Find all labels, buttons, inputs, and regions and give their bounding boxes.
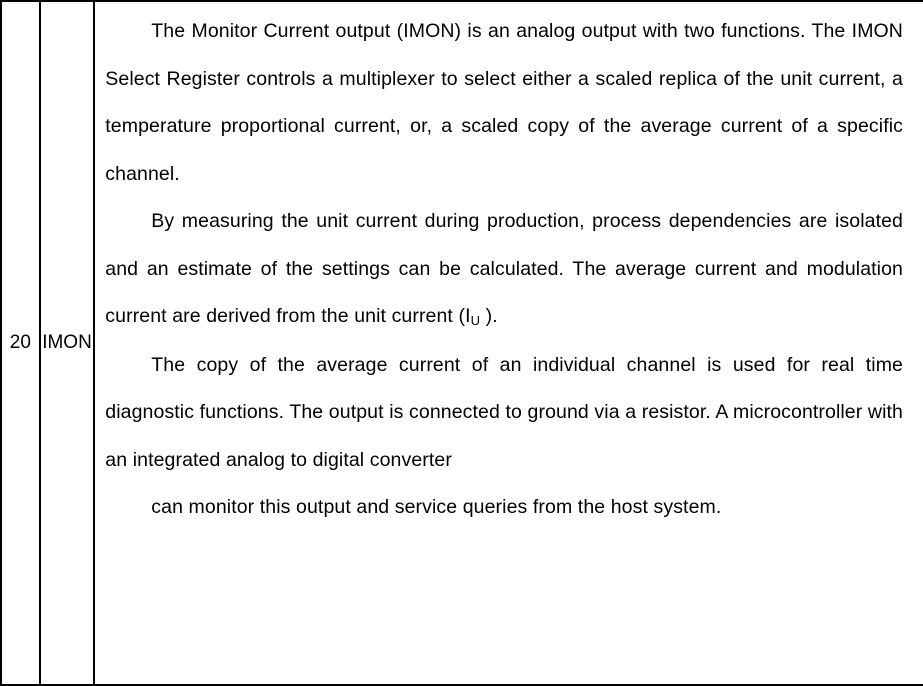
pin-name-cell	[41, 0, 96, 686]
description-paragraph-1: The Monitor Current output (IMON) is an analog output with two functions. The IMON Select Register controls a multiplexer to select either a scaled replica of the unit current, a temperature proportional current, or, a scaled copy of the average current of a specific channel.	[105, 20, 903, 185]
description-paragraph-2-text: By measuring the unit current during production, process dependencies are isolated and an estimate of the settings can be calculated. The average current and modulation current are derived from the unit current (I	[105, 210, 903, 327]
unit-current-suffix: ).	[480, 305, 498, 327]
description-paragraph-4: can monitor this output and service queries from the host system.	[151, 496, 722, 518]
pin-name-value: IMON	[42, 331, 92, 353]
description-body	[105, 0, 903, 532]
description-paragraph-3: The copy of the average current of an individual channel is used for real time diagnostic functions. The output is connected to ground via a resistor. A microcontroller with an integrated analog to digital converter	[105, 353, 903, 471]
pin-description-cell	[95, 0, 923, 686]
description-paragraph-2	[105, 198, 903, 342]
unit-current-subscript: U	[470, 313, 481, 328]
pin-number-cell	[0, 0, 41, 686]
pin-number-value: 20	[9, 331, 31, 353]
